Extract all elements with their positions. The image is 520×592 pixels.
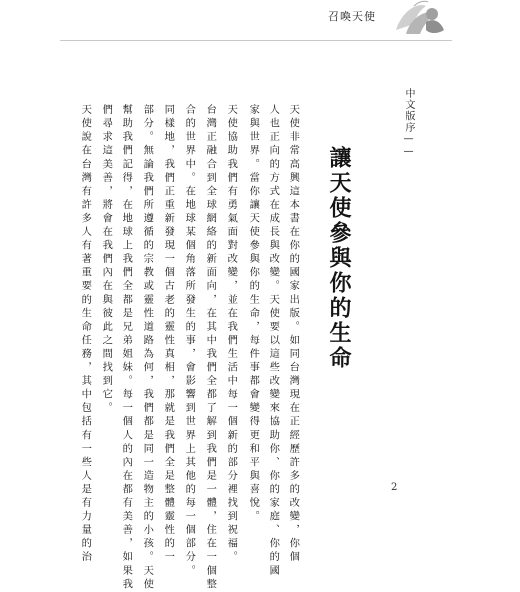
chapter-title: 讓天使參與你的生命 [326, 146, 352, 371]
body-line: 天使非常高興這本書在你的國家出版。如同台灣現在正經歷許多的改變，你個 [287, 104, 300, 565]
page-number: 2 [391, 482, 398, 493]
body-line: 家與世界。當你讓天使參與你的生命，每件事都會變得更和平與喜悅。 [247, 104, 260, 525]
body-line: 們尋求這美善，將會在我們內在與彼此之間找到它。 [100, 104, 113, 416]
body-line: 幫助我們記得，在地球上我們全都是兄弟姐妹。每一個人的內在都有美善，如果我 [120, 104, 133, 592]
header-divider [60, 40, 452, 41]
body-line: 天使協助我們有勇氣面對改變，並在我們生活中每一個新的部分裡找到祝福。 [225, 104, 238, 565]
body-line: 人也正向的方式在成長與改變。天使要以這些改變來協助你、你的家庭、你的國 [267, 104, 280, 579]
body-line: 天使說在台灣有許多人有著重要的生命任務，其中包括有一些人是有力量的治 [79, 104, 92, 565]
angel-ornament-icon [392, 0, 446, 36]
body-line: 合的世界中。在地球某個角落所發生的事，會影響到世界上其他的每一個部分。 [183, 104, 196, 579]
body-line: 台灣正融合到全球網絡的新面向，在其中我們全都了解到我們是一體，住在一個整 [204, 104, 217, 592]
section-label: 中文版序—— [403, 88, 414, 159]
body-line: 部分。無論我們所遵循的宗教或靈性道路為何，我們都是同一造物主的小孩。天使 [141, 104, 154, 592]
running-header-title: 召喚天使 [328, 10, 376, 23]
body-line: 同樣地，我們正重新發現一個古老的靈性真相，那就是我們全是整體靈性的一 [162, 104, 175, 565]
